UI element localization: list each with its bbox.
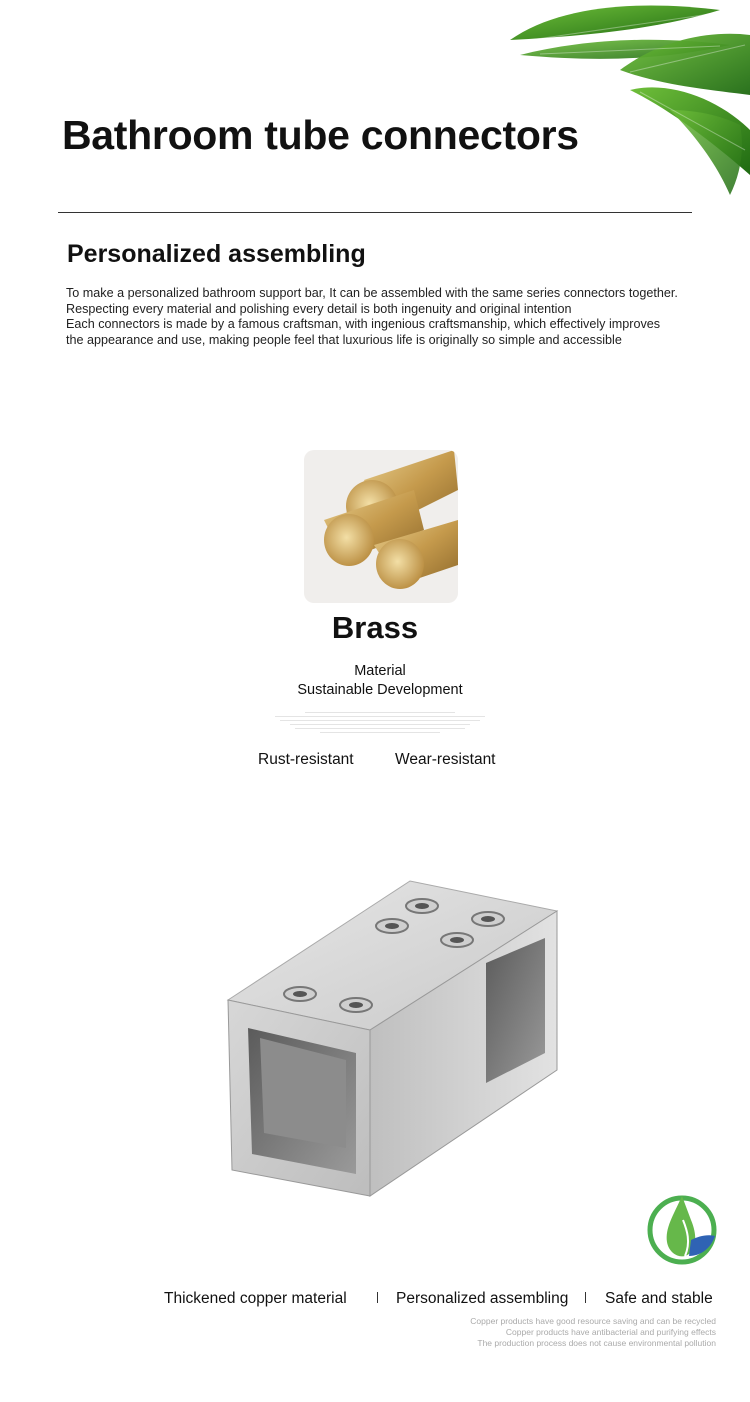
palm-leaves-decoration <box>490 0 750 200</box>
material-tagline: Sustainable Development <box>297 682 463 698</box>
material-name: Brass <box>331 610 419 645</box>
description-line: Respecting every material and polishing every detail is both ingenuity and original intention <box>66 301 572 316</box>
material-label: Material <box>354 663 406 679</box>
footer-note: Copper products have antibacterial and purifying effects <box>505 1327 716 1337</box>
section-heading: Personalized assembling <box>67 240 366 268</box>
feature-wear-resistant: Wear-resistant <box>395 751 496 768</box>
feature-rust-resistant: Rust-resistant <box>258 751 354 768</box>
divider <box>58 212 692 213</box>
brass-rods-image <box>304 450 458 603</box>
description-line: the appearance and use, making people feel that luxurious life is originally so simple and accessible <box>66 332 622 347</box>
footer-feature-assembling: Personalized assembling <box>396 1290 569 1307</box>
material-caption <box>0 662 750 700</box>
separator <box>585 1292 586 1303</box>
leaf-drop-icon <box>645 1190 719 1266</box>
footer-notes <box>470 1316 716 1349</box>
footer-note: The production process does not cause environmental pollution <box>477 1338 716 1348</box>
footer-feature-thickened: Thickened copper material <box>164 1290 347 1307</box>
faint-text-lines <box>270 712 490 738</box>
description-line: Each connectors is made by a famous craftsman, with ingenious craftsmanship, which effectively improves <box>66 317 661 331</box>
footer-note: Copper products have good resource saving and can be recycled <box>470 1316 716 1326</box>
section-description <box>66 286 726 348</box>
page-title: Bathroom tube connectors <box>62 112 579 158</box>
footer-feature-safe: Safe and stable <box>605 1290 713 1307</box>
separator <box>377 1292 378 1303</box>
connector-product-image <box>220 878 565 1198</box>
description-line: To make a personalized bathroom support bar, It can be assembled with the same series connectors together. <box>66 286 678 300</box>
